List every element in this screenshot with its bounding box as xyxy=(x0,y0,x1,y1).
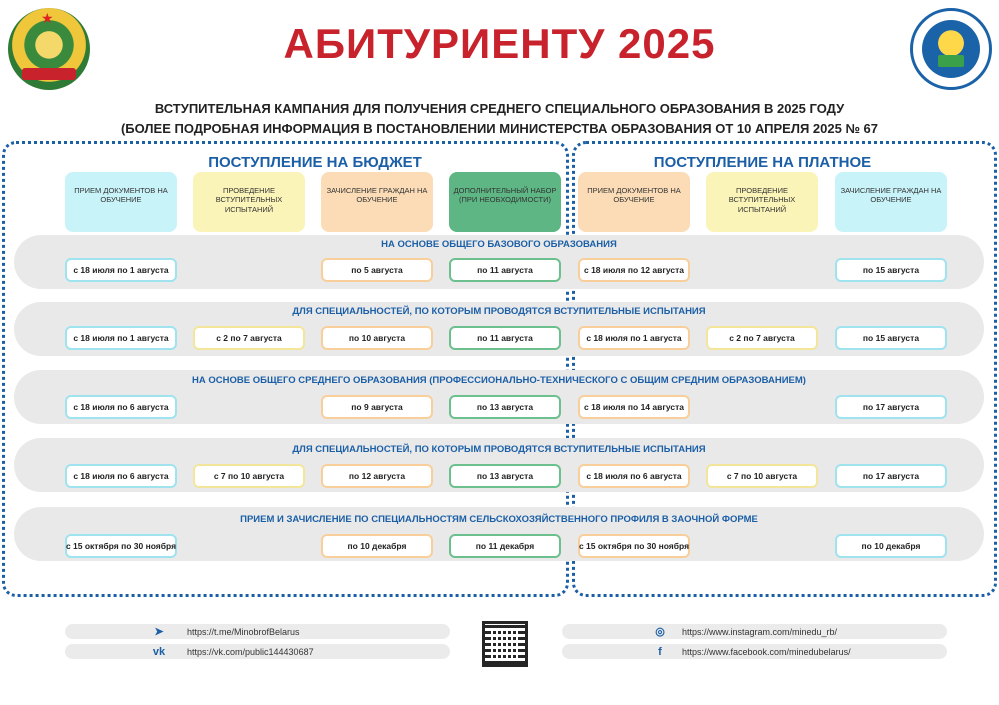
budget-section-title: ПОСТУПЛЕНИЕ НА БЮДЖЕТ xyxy=(208,154,422,171)
date-pill: по 5 августа xyxy=(321,258,433,282)
facebook-link[interactable] xyxy=(562,644,947,659)
qr-code xyxy=(482,621,528,667)
facebook-url: https://www.facebook.com/minedubelarus/ xyxy=(682,646,851,657)
date-pill: по 13 августа xyxy=(449,395,561,419)
date-pill: с 15 октября по 30 ноября xyxy=(578,534,690,558)
instagram-link[interactable] xyxy=(562,624,947,639)
paid-col-enrollment: ЗАЧИСЛЕНИЕ ГРАЖДАН НА ОБУЧЕНИЕ xyxy=(835,172,947,232)
date-pill: с 18 июля по 6 августа xyxy=(65,464,177,488)
date-pill: с 18 июля по 6 августа xyxy=(65,395,177,419)
date-pill: по 15 августа xyxy=(835,326,947,350)
date-pill: с 18 июля по 1 августа xyxy=(578,326,690,350)
date-pill: по 9 августа xyxy=(321,395,433,419)
date-pill: по 10 декабря xyxy=(835,534,947,558)
date-pill: с 18 июля по 1 августа xyxy=(65,326,177,350)
facebook-icon: f xyxy=(658,645,662,658)
date-pill: по 17 августа xyxy=(835,464,947,488)
date-pill: по 10 августа xyxy=(321,326,433,350)
date-pill: по 10 декабря xyxy=(321,534,433,558)
budget-col-documents: ПРИЕМ ДОКУМЕНТОВ НА ОБУЧЕНИЕ xyxy=(65,172,177,232)
vk-icon: vk xyxy=(152,645,166,658)
vk-link[interactable] xyxy=(65,644,450,659)
instagram-url: https://www.instagram.com/minedu_rb/ xyxy=(682,626,838,637)
budget-col-enrollment: ЗАЧИСЛЕНИЕ ГРАЖДАН НА ОБУЧЕНИЕ xyxy=(321,172,433,232)
date-pill: с 18 июля по 12 августа xyxy=(578,258,690,282)
page-title: АБИТУРИЕНТУ 2025 xyxy=(283,20,716,67)
date-pill: по 17 августа xyxy=(835,395,947,419)
row-title: НА ОСНОВЕ ОБЩЕГО СРЕДНЕГО ОБРАЗОВАНИЯ (ПРОФЕССИОНАЛЬНО-ТЕХНИЧЕСКОГО С ОБЩИМ СРЕДНИМ ОБРАЗОВАНИЕМ) xyxy=(192,375,806,386)
row-title: ПРИЕМ И ЗАЧИСЛЕНИЕ ПО СПЕЦИАЛЬНОСТЯМ СЕЛЬСКОХОЗЯЙСТВЕННОГО ПРОФИЛЯ В ЗАОЧНОЙ ФОРМЕ xyxy=(240,514,758,525)
date-pill: с 2 по 7 августа xyxy=(706,326,818,350)
budget-col-additional: ДОПОЛНИТЕЛЬНЫЙ НАБОР (ПРИ НЕОБХОДИМОСТИ) xyxy=(449,172,561,232)
state-emblem: ★ xyxy=(8,8,90,90)
date-pill: с 7 по 10 августа xyxy=(193,464,305,488)
paid-col-documents: ПРИЕМ ДОКУМЕНТОВ НА ОБУЧЕНИЕ xyxy=(578,172,690,232)
date-pill: с 2 по 7 августа xyxy=(193,326,305,350)
telegram-url: https://t.me/MinobrofBelarus xyxy=(187,626,300,637)
campaign-subtitle: ВСТУПИТЕЛЬНАЯ КАМПАНИЯ ДЛЯ ПОЛУЧЕНИЯ СРЕДНЕГО СПЕЦИАЛЬНОГО ОБРАЗОВАНИЯ В 2025 ГОДУ xyxy=(154,101,845,116)
date-pill: с 18 июля по 6 августа xyxy=(578,464,690,488)
date-pill: по 11 декабря xyxy=(449,534,561,558)
date-pill: по 11 августа xyxy=(449,258,561,282)
telegram-link[interactable] xyxy=(65,624,450,639)
date-pill: с 15 октября по 30 ноября xyxy=(65,534,177,558)
telegram-icon: ➤ xyxy=(154,626,164,638)
row-title: НА ОСНОВЕ ОБЩЕГО БАЗОВОГО ОБРАЗОВАНИЯ xyxy=(381,239,617,250)
instagram-icon: ◎ xyxy=(655,626,665,638)
date-pill: по 15 августа xyxy=(835,258,947,282)
date-pill: с 18 июля по 14 августа xyxy=(578,395,690,419)
campaign-note: (БОЛЕЕ ПОДРОБНАЯ ИНФОРМАЦИЯ В ПОСТАНОВЛЕНИИ МИНИСТЕРСТВА ОБРАЗОВАНИЯ ОТ 10 АПРЕЛЯ 2025 № 67 xyxy=(120,121,879,136)
date-pill: по 11 августа xyxy=(449,326,561,350)
date-pill: по 12 августа xyxy=(321,464,433,488)
budget-col-exams: ПРОВЕДЕНИЕ ВСТУПИТЕЛЬНЫХ ИСПЫТАНИЙ xyxy=(193,172,305,232)
row-title: ДЛЯ СПЕЦИАЛЬНОСТЕЙ, ПО КОТОРЫМ ПРОВОДЯТСЯ ВСТУПИТЕЛЬНЫЕ ИСПЫТАНИЯ xyxy=(292,306,706,317)
date-pill: с 18 июля по 1 августа xyxy=(65,258,177,282)
date-pill: с 7 по 10 августа xyxy=(706,464,818,488)
row-title: ДЛЯ СПЕЦИАЛЬНОСТЕЙ, ПО КОТОРЫМ ПРОВОДЯТСЯ ВСТУПИТЕЛЬНЫЕ ИСПЫТАНИЯ xyxy=(292,444,706,455)
paid-col-exams: ПРОВЕДЕНИЕ ВСТУПИТЕЛЬНЫХ ИСПЫТАНИЙ xyxy=(706,172,818,232)
vk-url: https://vk.com/public144430687 xyxy=(187,646,314,657)
paid-section-title: ПОСТУПЛЕНИЕ НА ПЛАТНОЕ xyxy=(653,154,872,171)
date-pill: по 13 августа xyxy=(449,464,561,488)
